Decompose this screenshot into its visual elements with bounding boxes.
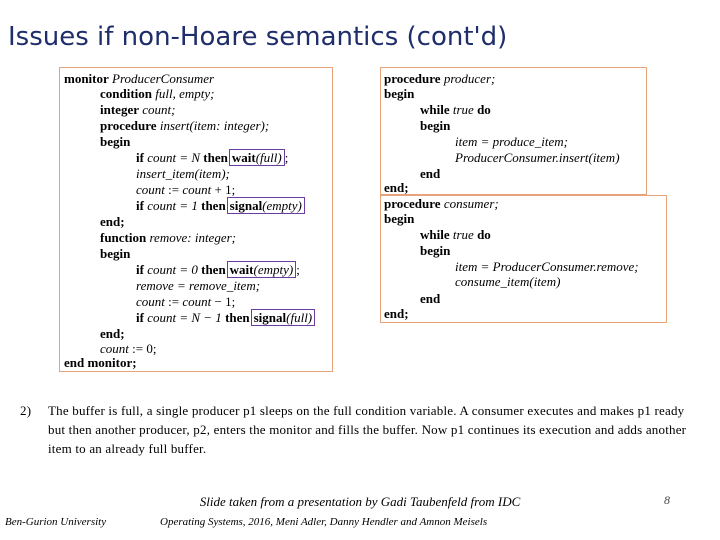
slide-title: Issues if non-Hoare semantics (cont'd) [8,22,508,52]
code-line: if count = N − 1 then signal(full) [136,310,315,325]
code-line: count := count − 1; [136,294,236,309]
highlight-box: signal(empty) [227,197,305,214]
code-line: condition full, empty; [100,86,215,101]
code-line: end; [100,326,125,341]
code-line: end [420,166,441,181]
code-line: item = ProducerConsumer.remove; [455,259,639,274]
producer-code-box [380,67,647,195]
code-line: ProducerConsumer.insert(item) [455,150,620,165]
code-line: end; [384,180,409,195]
footer-course: Operating Systems, 2016, Meni Adler, Danny Hendler and Amnon Meisels [160,516,488,528]
code-line: monitor ProducerConsumer [64,71,215,86]
footer-university: Ben-Gurion University [5,516,107,528]
code-line: begin [100,246,131,261]
code-line: begin [420,118,451,133]
code-line: end monitor; [64,355,137,370]
note-text: The buffer is full, a single producer p1 sleeps on the full condition variable. A consumer executes and makes p1 ready but then another producer, p2, enters the monitor and fills the buffer. Now p1 continues its execution and adds another item to an already full buffer. [48,403,687,456]
code-line: while true do [420,102,491,117]
highlight-box: wait(empty) [227,261,297,278]
monitor-code-box [59,67,333,372]
code-line: procedure insert(item: integer); [100,118,270,133]
code-line: count := 0; [100,341,157,356]
code-line: item = produce_item; [455,134,568,149]
code-line: begin [100,134,131,149]
code-line: remove = remove_item; [136,278,261,293]
code-line: integer count; [100,102,176,117]
code-line: count := count + 1; [136,182,236,197]
note-number: 2) [20,403,32,418]
code-line: if count = N then wait(full) ; [136,150,289,165]
code-line: end; [100,214,125,229]
code-line: begin [384,211,415,226]
slide-credit: Slide taken from a presentation by Gadi Taubenfeld from IDC [199,494,521,509]
code-line: insert_item(item); [136,166,230,181]
highlight-box: signal(full) [251,309,316,326]
code-line: consume_item(item) [455,274,561,289]
code-line: function remove: integer; [100,230,236,245]
code-line: begin [384,86,415,101]
code-line: while true do [420,227,491,242]
code-line: begin [420,243,451,258]
code-line: end; [384,306,409,321]
code-line: if count = 0 then wait(empty) ; [136,262,300,277]
highlight-box: wait(full) [229,149,285,166]
code-line: procedure producer; [384,71,496,86]
code-line: end [420,291,441,306]
code-line: procedure consumer; [384,196,499,211]
page-number: 8 [664,493,670,507]
code-line: if count = 1 then signal(empty) [136,198,305,213]
consumer-code-box [380,195,667,323]
